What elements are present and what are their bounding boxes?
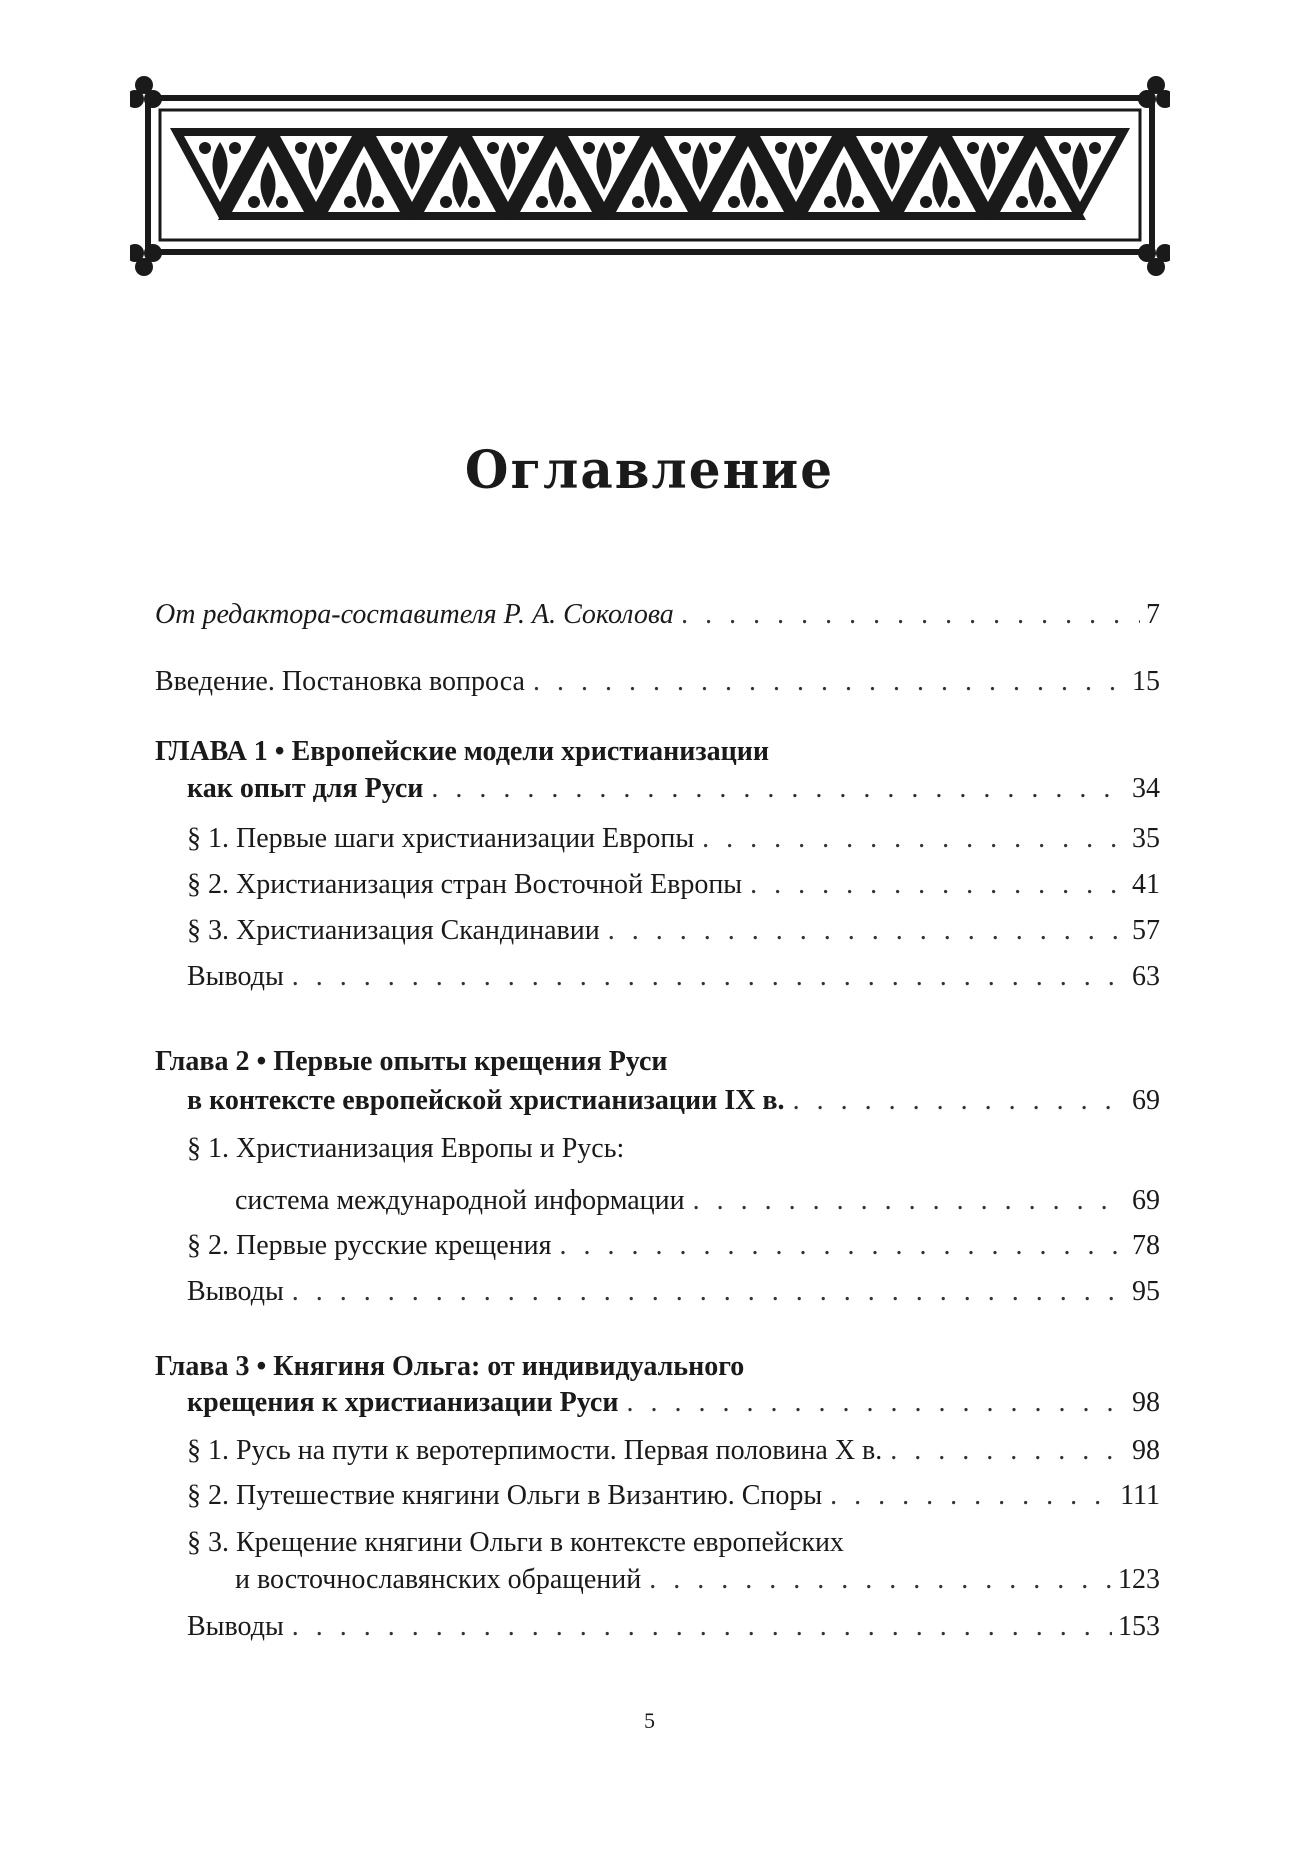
toc-entry-label-line1[interactable]: § 3. Крещение княгини Ольги в контексте европейских [187, 1527, 844, 1558]
toc-entry-editor[interactable] [155, 598, 1160, 632]
toc-entry-label: § 3. Христианизация Скандинавии [187, 915, 600, 946]
toc-entry[interactable] [187, 1229, 1160, 1263]
toc-page-number: 57 [1132, 915, 1160, 946]
toc-page-number: 69 [1132, 1185, 1160, 1216]
toc-entry-label: система международной информации [235, 1185, 685, 1216]
toc-entry[interactable] [187, 1275, 1160, 1309]
toc-entry-intro[interactable] [155, 665, 1160, 699]
toc-entry-label-line1[interactable]: § 1. Христианизация Европы и Русь: [187, 1133, 625, 1164]
leader-dots [292, 1610, 1112, 1644]
toc-entry-label: Введение. Постановка вопроса [155, 666, 525, 697]
toc-page-number: 69 [1132, 1085, 1160, 1116]
toc-entry-label: Выводы [187, 1611, 284, 1642]
chapter-2-heading[interactable]: Глава 2 • Первые опыты крещения Руси [155, 1046, 668, 1077]
toc-entry[interactable] [235, 1563, 1160, 1597]
leader-dots [559, 1229, 1126, 1263]
toc-entry[interactable] [187, 868, 1160, 902]
toc-entry-label: § 1. Первые шаги христианизации Европы [187, 823, 695, 854]
leader-dots [431, 772, 1126, 806]
toc-page-number: 35 [1132, 823, 1160, 854]
leader-dots [533, 665, 1126, 699]
toc-entry[interactable] [187, 914, 1160, 948]
leader-dots [292, 960, 1126, 994]
chapter-1-entry[interactable] [187, 772, 1160, 806]
toc-entry[interactable] [235, 1184, 1160, 1218]
toc-entry[interactable] [187, 960, 1160, 994]
page-number: 5 [644, 1708, 655, 1733]
toc-entry-label: Выводы [187, 1276, 284, 1307]
leader-dots [649, 1563, 1112, 1597]
toc-page-number: 63 [1132, 961, 1160, 992]
toc-entry-label: § 2. Путешествие княгини Ольги в Византию. Споры [187, 1480, 823, 1511]
toc-entry-label: и восточнославянских обращений [235, 1564, 642, 1595]
toc-page-number: 111 [1120, 1480, 1160, 1511]
toc-entry[interactable] [187, 1610, 1160, 1644]
toc-entry[interactable] [187, 1434, 1160, 1468]
toc-entry-label: От редактора-составителя Р. А. Соколова [155, 599, 674, 630]
toc-entry[interactable] [187, 1479, 1160, 1513]
toc-page-number: 15 [1132, 666, 1160, 697]
leader-dots [608, 914, 1126, 948]
toc-page-number: 123 [1118, 1564, 1160, 1595]
leader-dots [750, 868, 1126, 902]
leader-dots [693, 1184, 1126, 1218]
toc-page-number: 98 [1132, 1387, 1160, 1418]
leader-dots [626, 1386, 1126, 1420]
toc-entry-label: крещения к христианизации Руси [187, 1387, 619, 1418]
toc-entry-label: § 2. Христианизация стран Восточной Европы [187, 869, 743, 900]
leader-dots [702, 822, 1126, 856]
leader-dots [793, 1084, 1126, 1118]
toc-page-number: 7 [1146, 599, 1160, 630]
toc-page-number: 34 [1132, 773, 1160, 804]
toc-entry[interactable] [187, 822, 1160, 856]
leader-dots [830, 1479, 1114, 1513]
toc-entry-label: Выводы [187, 961, 284, 992]
toc-entry-label: § 1. Русь на пути к веротерпимости. Первая половина X в. [187, 1435, 883, 1466]
leader-dots [890, 1434, 1126, 1468]
toc-page-number: 98 [1132, 1435, 1160, 1466]
chapter-3-heading[interactable]: Глава 3 • Княгиня Ольга: от индивидуального [155, 1351, 745, 1382]
toc-page-number: 95 [1132, 1276, 1160, 1307]
toc-page-number: 41 [1132, 869, 1160, 900]
page-title: Оглавление [464, 438, 835, 501]
toc-entry-label: § 2. Первые русские крещения [187, 1230, 552, 1261]
leader-dots [682, 598, 1140, 632]
leader-dots [292, 1275, 1126, 1309]
toc-entry-label: в контексте европейской христианизации IX в. [187, 1085, 785, 1116]
chapter-2-entry[interactable] [187, 1084, 1160, 1118]
toc-page-number: 153 [1118, 1611, 1160, 1642]
toc-page-number: 78 [1132, 1230, 1160, 1261]
chapter-1-heading[interactable]: ГЛАВА 1 • Европейские модели христианизации [155, 736, 770, 767]
chapter-3-entry[interactable] [187, 1386, 1160, 1420]
toc-entry-label: как опыт для Руси [187, 773, 424, 804]
